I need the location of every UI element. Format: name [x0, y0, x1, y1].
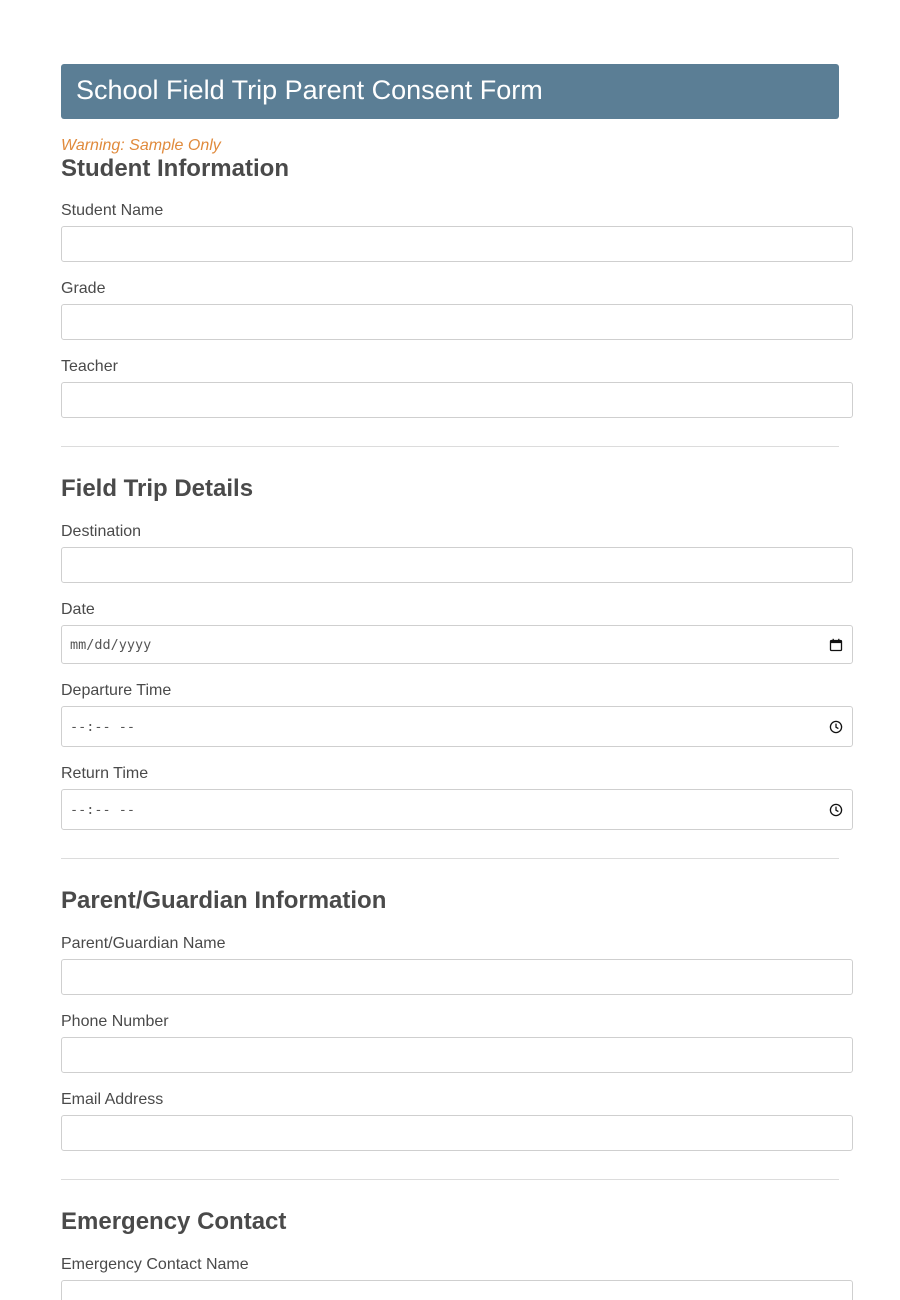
destination-label: Destination: [61, 523, 142, 540]
emergency-contact-name-input[interactable]: [61, 1280, 853, 1300]
emergency-contact-name-label: Emergency Contact Name: [61, 1256, 249, 1273]
form-title: School Field Trip Parent Consent Form: [61, 64, 839, 119]
clock-icon[interactable]: [829, 720, 843, 734]
parent-name-input[interactable]: [61, 959, 853, 995]
student-name-label: Student Name: [61, 202, 164, 219]
departure-time-placeholder: --:-- --: [70, 718, 136, 735]
section-title-parent: Parent/Guardian Information: [61, 887, 387, 914]
date-label: Date: [61, 601, 95, 618]
return-time-input[interactable]: [61, 789, 853, 830]
departure-time-label: Departure Time: [61, 682, 172, 699]
teacher-label: Teacher: [61, 358, 118, 375]
grade-input[interactable]: [61, 304, 853, 340]
email-label: Email Address: [61, 1091, 164, 1108]
departure-time-input[interactable]: [61, 706, 853, 747]
phone-input[interactable]: [61, 1037, 853, 1073]
calendar-icon[interactable]: [829, 638, 843, 652]
section-divider: [61, 1179, 839, 1180]
phone-label: Phone Number: [61, 1013, 169, 1030]
section-divider: [61, 446, 839, 447]
sample-warning: Warning: Sample Only: [61, 137, 221, 154]
date-input[interactable]: [61, 625, 853, 664]
parent-name-label: Parent/Guardian Name: [61, 935, 226, 952]
section-title-emergency: Emergency Contact: [61, 1208, 287, 1235]
student-name-input[interactable]: [61, 226, 853, 262]
grade-label: Grade: [61, 280, 106, 297]
section-title-trip: Field Trip Details: [61, 475, 254, 502]
section-divider: [61, 858, 839, 859]
destination-input[interactable]: [61, 547, 853, 583]
email-input[interactable]: [61, 1115, 853, 1151]
clock-icon[interactable]: [829, 803, 843, 817]
date-placeholder: mm/dd/yyyy: [70, 636, 152, 653]
return-time-placeholder: --:-- --: [70, 801, 136, 818]
teacher-input[interactable]: [61, 382, 853, 418]
section-title-student: Student Information: [61, 155, 289, 182]
return-time-label: Return Time: [61, 765, 149, 782]
